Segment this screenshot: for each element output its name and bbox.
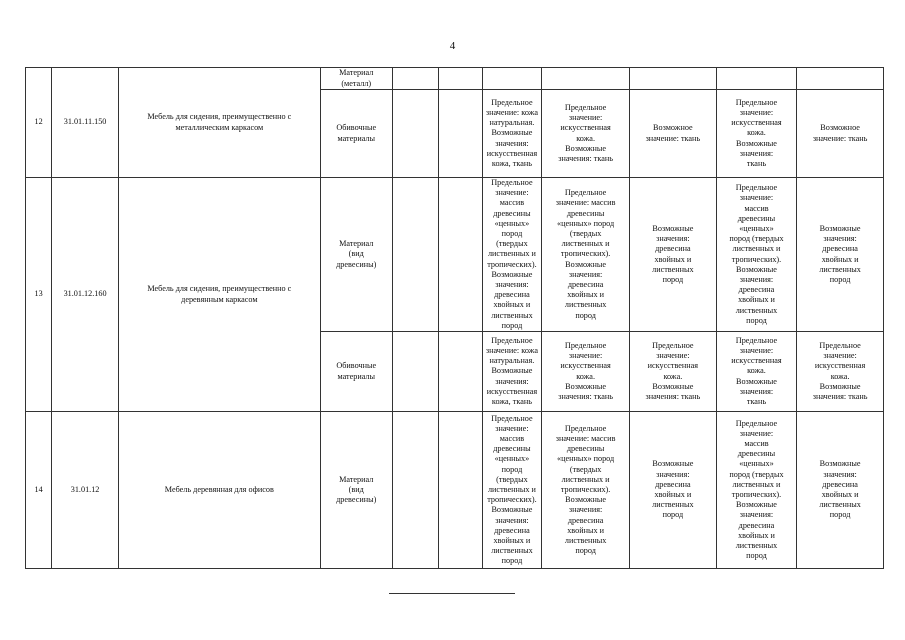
value-cell: Возможные значения: древесина хвойных и лиственных пород [797, 178, 884, 332]
row-number-cell: 12 [26, 68, 52, 178]
value-cell [438, 178, 482, 332]
value-cell: Возможное значение: ткань [630, 90, 717, 178]
product-name-cell: Мебель для сидения, преимущественно с металлическим каркасом [119, 68, 321, 178]
value-cell: Предельное значение: массив древесины «ценных» пород (твердых лиственных и тропических). Возможные значения: древесина хвойных и лиственных пород [542, 412, 630, 569]
characteristic-cell: Материал (вид древесины) [320, 412, 392, 569]
value-cell: Предельное значение: массив древесины «ценных» пород (твердых лиственных и тропических). Возможные значения: древесина хвойных и лиственных пород [482, 412, 542, 569]
value-cell: Возможные значения: древесина хвойных и лиственных пород [630, 178, 717, 332]
value-cell [716, 68, 796, 90]
characteristic-cell: Материал (вид древесины) [320, 178, 392, 332]
page-number: 4 [449, 40, 456, 52]
value-cell: Предельное значение: массив древесины «ценных» пород (твердых лиственных и тропических). Возможные значения: древесина хвойных и лиственных пород [542, 178, 630, 332]
value-cell [438, 412, 482, 569]
value-cell [438, 332, 482, 412]
product-name-cell: Мебель деревянная для офисов [119, 412, 321, 569]
row-number-cell: 13 [26, 178, 52, 412]
characteristic-cell: Материал (металл) [320, 68, 392, 90]
value-cell [438, 90, 482, 178]
value-cell: Предельное значение: искусственная кожа. Возможные значения: ткань [716, 332, 796, 412]
characteristic-cell: Обивочные материалы [320, 90, 392, 178]
product-name-cell: Мебель для сидения, преимущественно с деревянным каркасом [119, 178, 321, 412]
value-cell [392, 68, 438, 90]
value-cell: Предельное значение: искусственная кожа. Возможные значения: ткань [630, 332, 717, 412]
value-cell: Предельное значение: массив древесины «ценных» пород (твердых лиственных и тропических). Возможные значения: древесина хвойных и лиственных пород [716, 178, 796, 332]
value-cell: Возможное значение: ткань [797, 90, 884, 178]
value-cell [392, 90, 438, 178]
value-cell: Возможные значения: древесина хвойных и лиственных пород [797, 412, 884, 569]
value-cell [797, 68, 884, 90]
value-cell [392, 332, 438, 412]
value-cell: Предельное значение: массив древесины «ценных» пород (твердых лиственных и тропических). Возможные значения: древесина хвойных и лиственных пород [716, 412, 796, 569]
footer-divider [389, 593, 515, 594]
value-cell [392, 178, 438, 332]
table-row-14-material [26, 412, 884, 569]
characteristics-table [25, 67, 884, 569]
characteristic-cell: Обивочные материалы [320, 332, 392, 412]
value-cell: Предельное значение: искусственная кожа. Возможные значения: ткань [542, 332, 630, 412]
value-cell: Предельное значение: искусственная кожа. Возможные значения: ткань [797, 332, 884, 412]
row-number-cell: 14 [26, 412, 52, 569]
value-cell [392, 412, 438, 569]
okpd-code-cell: 31.01.11.150 [52, 68, 119, 178]
value-cell [482, 68, 542, 90]
value-cell: Предельное значение: искусственная кожа. Возможные значения: ткань [716, 90, 796, 178]
value-cell [438, 68, 482, 90]
value-cell: Предельное значение: кожа натуральная. Возможные значения: искусственная кожа, ткань [482, 90, 542, 178]
value-cell: Возможные значения: древесина хвойных и лиственных пород [630, 412, 717, 569]
value-cell [630, 68, 717, 90]
okpd-code-cell: 31.01.12.160 [52, 178, 119, 412]
table-row-12-material [26, 68, 884, 90]
okpd-code-cell: 31.01.12 [52, 412, 119, 569]
value-cell [542, 68, 630, 90]
value-cell: Предельное значение: искусственная кожа. Возможные значения: ткань [542, 90, 630, 178]
value-cell: Предельное значение: массив древесины «ценных» пород (твердых лиственных и тропических). Возможные значения: древесина хвойных и лиственных пород [482, 178, 542, 332]
value-cell: Предельное значение: кожа натуральная. Возможные значения: искусственная кожа, ткань [482, 332, 542, 412]
table-row-13-material [26, 178, 884, 332]
